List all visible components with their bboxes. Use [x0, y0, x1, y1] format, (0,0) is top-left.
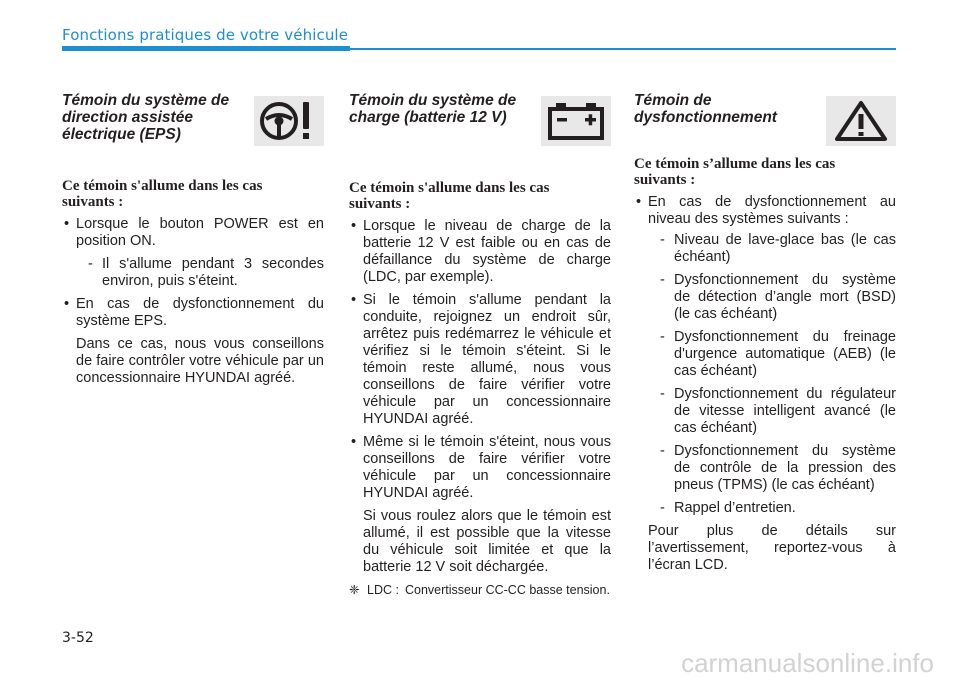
- note-abbreviation: LDC :: [367, 583, 399, 597]
- sub-item: - Dysfonctionnement du système de contrôle de la pression des pneus (TPMS) (le cas échéant): [660, 443, 896, 493]
- sub-item: - Il s'allume pendant 3 secondes environ, puis s'éteint.: [88, 256, 324, 289]
- sub-item: - Dysfonctionnement du régulateur de vitesse intelligent avancé (le cas échéant): [660, 386, 896, 436]
- bullet-list: [349, 218, 611, 576]
- paragraph: Pour plus de détails sur l’avertissement, reportez-vous à l’écran LCD.: [648, 523, 896, 573]
- list-item: • En cas de dysfonctionnement au niveau des systèmes suivants : - Niveau de lave-glace bas (le cas échéant) - Dysfonctionnement du système de détection d’angle mort (BSD) (le cas échéant) - Dysfonctionnement du freinage d'urgence automatique (AEB) (le cas échéant) - Dysfonctionnement du régulateur de vitesse intelligent avancé (le cas échéant) - Dysfonctionnement du système de contrôle de la pression des pneus (TPMS) (le cas échéant) - Rappel d’entretien. Pour plus de détails sur l’avertissement, reportez-vous à l’écran LCD.: [634, 194, 896, 574]
- list-item: • Lorsque le niveau de charge de la batterie 12 V est faible ou en cas de défaillance du système de charge (LDC, par exemple).: [349, 218, 611, 286]
- list-item: • Même si le témoin s'éteint, nous vous conseillons de faire vérifier votre véhicule par un concessionnaire HYUNDAI agréé. Si vous roulez alors que le témoin est allumé, il est possible que la vitesse du véhicule soit limitée et que la batterie 12 V soit déchargée.: [349, 434, 611, 576]
- page-number: 3-52: [62, 630, 94, 646]
- section-charge: [349, 92, 611, 598]
- list-item: • Si le témoin s'allume pendant la conduite, rejoignez un endroit sûr, arrêtez puis redémarrez le véhicule et vérifiez si le témoin s'éteint. Si le témoin reste allumé, nous vous conseillons de faire vérifier votre véhicule par un concessionnaire HYUNDAI agréé.: [349, 292, 611, 428]
- header-rule-thick: [62, 46, 350, 51]
- intro-text: Ce témoin s’allume dans les cas suivants :: [634, 156, 836, 188]
- paragraph: Dans ce cas, nous vous conseillons de faire contrôler votre véhicule par un concessionnaire HYUNDAI agréé.: [76, 336, 324, 386]
- battery-icon: [541, 96, 611, 146]
- list-item: • En cas de dysfonctionnement du système EPS. Dans ce cas, nous vous conseillons de faire contrôler votre véhicule par un concessionnaire HYUNDAI agréé.: [62, 296, 324, 387]
- intro-text: Ce témoin s'allume dans les cas suivants :: [62, 178, 263, 210]
- sub-item: - Dysfonctionnement du système de détection d’angle mort (BSD) (le cas échéant): [660, 272, 896, 322]
- sub-item: - Dysfonctionnement du freinage d'urgence automatique (AEB) (le cas échéant): [660, 329, 896, 379]
- list-item: • Lorsque le bouton POWER est en position ON. - Il s'allume pendant 3 secondes environ, puis s'éteint.: [62, 216, 324, 290]
- section-malfunction: [634, 92, 896, 580]
- paragraph: Si vous roulez alors que le témoin est allumé, il est possible que la vitesse du véhicule soit limitée et que la batterie 12 V soit déchargée.: [363, 508, 611, 575]
- note-text: Convertisseur CC-CC basse tension.: [405, 583, 610, 597]
- section-eps: [62, 92, 324, 393]
- header-title: Fonctions pratiques de votre véhicule: [62, 26, 349, 44]
- sub-item: - Rappel d’entretien.: [660, 500, 796, 516]
- sub-item: - Niveau de lave-glace bas (le cas échéant): [660, 232, 896, 265]
- watermark: carmanualsonline.info: [681, 648, 934, 678]
- footnote: [349, 582, 611, 598]
- section-title: Témoin du système de direction assistée électrique (EPS): [62, 92, 230, 143]
- header-rule-thin: [350, 48, 896, 50]
- note-symbol: ❈: [349, 583, 360, 597]
- intro-text: Ce témoin s'allume dans les cas suivants :: [349, 180, 550, 212]
- eps-warning-icon: [254, 96, 324, 146]
- warning-triangle-icon: [826, 96, 896, 146]
- section-title: Témoin de dysfonctionnement: [634, 92, 777, 126]
- bullet-list: [634, 194, 896, 574]
- bullet-list: [62, 216, 324, 387]
- section-title: Témoin du système de charge (batterie 12 V): [349, 92, 517, 126]
